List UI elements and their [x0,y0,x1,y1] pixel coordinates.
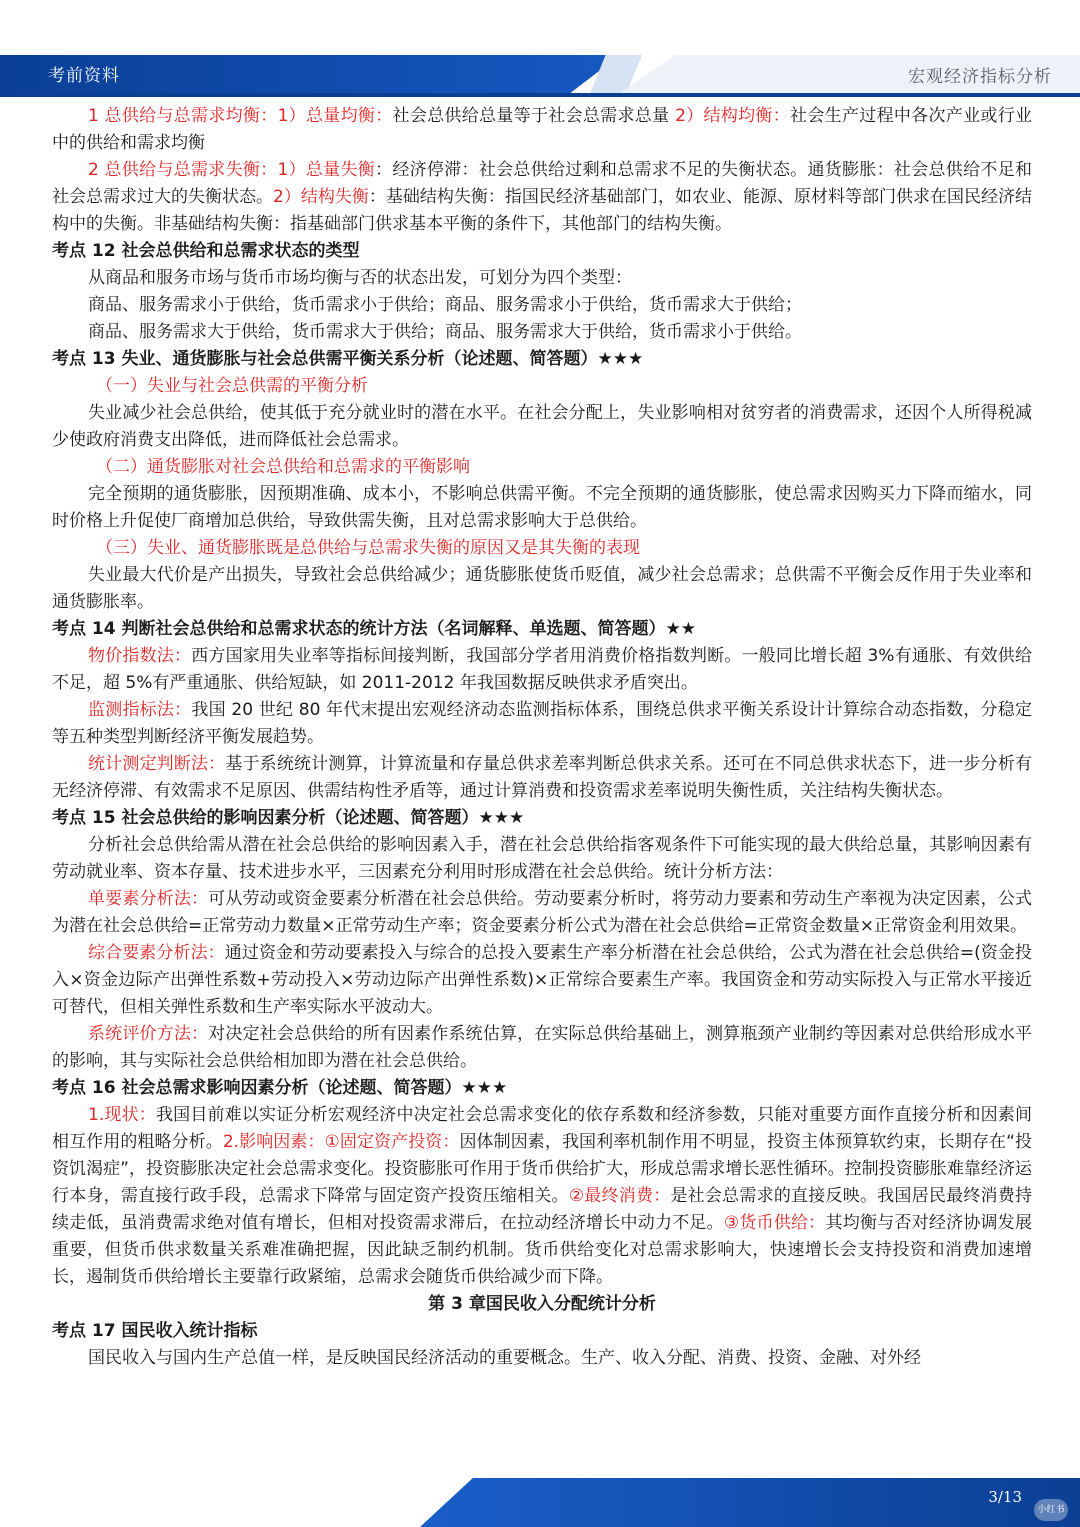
text-run: 是社会总需求的直接反映。我国居民最终消费持续走低，虽消费需求绝对值有增长，但相对投资需求滞后，在拉动经济增长中动力不足。 [52,1186,1033,1233]
highlight-term: ②最终消费： [568,1186,671,1206]
text-run: 通过资金和劳动要素投入与综合的总投入要素生产率分析潜在社会总供给，公式为潜在社会总供给=(资金投入×资金边际产出弹性系数+劳动投入×劳动边际产出弹性系数)×正常综合要素生产率。我国资金和劳动实际投入与正常水平接近可替代，但相关弹性系数和生产率实际水平波动大。 [52,943,1033,1017]
paragraph [52,832,1032,886]
highlight-term: 统计测定判断法： [88,754,226,774]
paragraph [52,265,1032,292]
highlight-term: 2.影响因素：①固定资产投资： [222,1132,460,1152]
paragraph [52,751,1032,805]
highlight-term: 系统评价方法： [88,1024,209,1044]
document-body [52,103,1032,1372]
highlight-term: ③货币供给： [723,1213,826,1233]
text-run: 从商品和服务市场与货币市场均衡与否的状态出发，可划分为四个类型： [88,268,632,288]
page-header [0,0,1080,100]
paragraph [52,319,1032,346]
highlight-term: 1 总供给与总需求均衡：1）总量均衡： [88,106,393,126]
paragraph [52,886,1032,940]
text-run: 对决定社会总供给的所有因素作系统估算，在实际总供给基础上，测算瓶颈产业制约等因素对总供给形成水平的影响，其与实际社会总供给相加即为潜在社会总供给。 [52,1024,1033,1071]
highlight-term: 单要素分析法： [88,889,209,909]
highlight-term: 监测指标法： [88,700,192,720]
text-run: 我国目前难以实证分析宏观经济中决定社会总需求变化的依存系数和经济参数，只能对重要方面作直接分析和因素间相互作用的粗略分析。 [52,1105,1032,1152]
text-run: 因体制因素，我国利率机制作用不明显，投资主体预算软约束，长期存在“投资饥渴症”，投资膨胀决定社会总需求变化。投资膨胀可作用于货币供给扩大，形成总需求增长恶性循环。控制投资膨胀难靠经济运行本身，需直接行政手段，总需求下降常与固定资产投资压缩相关。 [52,1132,1032,1206]
text-run: 可从劳动或资金要素分析潜在社会总供给。劳动要素分析时，将劳动力要素和劳动生产率视为决定因素，公式为潜在社会总供给=正常劳动力数量×正常劳动生产率；资金要素分析公式为潜在社会总供给=正常资金数量×正常资金利用效果。 [52,889,1033,936]
highlight-term: 2）结构均衡： [675,106,791,126]
watermark-badge: 小红书 [1034,1499,1068,1521]
highlight-term: 1.现状： [88,1105,156,1125]
text-run: ：经济停滞：社会总供给过剩和总需求不足的失衡状态。通货膨胀：社会总供给不足和社会总需求过大的失衡状态。 [52,160,1032,207]
subsection-heading: （二）通货膨胀对社会总供给和总需求的平衡影响 [96,457,470,477]
paragraph [52,103,1032,157]
text-run: 西方国家用失业率等指标间接判断，我国部分学者用消费价格指数判断。一般同比增长超 3%有通胀、有效供给不足，超 5%有严重通胀、供给短缺，如 2011-2012 年我国数据反映供求矛盾突出。 [52,646,1033,693]
paragraph [52,643,1032,697]
highlight-term: 2）结构失衡 [273,187,369,207]
text-run: 基于系统统计测算，计算流量和存量总供求差率判断总供求关系。还可在不同总供求状态下，进一步分析有无经济停滞、有效需求不足原因、供需结构性矛盾等，通过计算消费和投资需求差率说明失衡性质，关注结构失衡状态。 [52,754,1033,801]
section-heading: 考点 12 社会总供给和总需求状态的类型 [52,241,360,261]
highlight-term: 物价指数法： [88,646,192,666]
text-run: 社会总供给总量等于社会总需求总量 [392,106,676,126]
section-heading: 考点 15 社会总供给的影响因素分析（论述题、简答题）★★★ [52,808,525,828]
paragraph [52,1102,1032,1291]
subsection-heading: （一）失业与社会总供需的平衡分析 [96,376,368,396]
paragraph [52,292,1032,319]
chapter-title: 第 3 章国民收入分配统计分析 [428,1294,656,1314]
section-heading: 考点 17 国民收入统计指标 [52,1321,258,1341]
paragraph [52,157,1032,238]
text-run: 社会生产过程中各次产业或行业中的供给和需求均衡 [52,106,1032,153]
paragraph [52,1021,1032,1075]
text-run: 失业减少社会总供给，使其低于充分就业时的潜在水平。在社会分配上，失业影响相对贫穷者的消费需求，还因个人所得税减少使政府消费支出降低，进而降低社会总需求。 [52,403,1032,450]
highlight-term: 综合要素分析法： [88,943,225,963]
text-run: 其均衡与否对经济协调发展重要，但货币供求数量关系难准确把握，因此缺乏制约机制。货币供给变化对总需求影响大，快速增长会支持投资和消费加速增长，遏制货币供给增长主要靠行政紧缩，总需求会随货币供给减少而下降。 [52,1213,1033,1287]
header-rule [0,93,1080,97]
paragraph [52,562,1032,616]
page-number: 3/13 [988,1488,1022,1506]
section-heading: 考点 13 失业、通货膨胀与社会总供需平衡关系分析（论述题、简答题）★★★ [52,349,644,369]
section-heading: 考点 14 判断社会总供给和总需求状态的统计方法（名词解释、单选题、简答题）★★ [52,619,696,639]
paragraph [52,400,1032,454]
section-heading: 考点 16 社会总需求影响因素分析（论述题、简答题）★★★ [52,1078,508,1098]
paragraph [52,1345,1032,1372]
text-run: ：基础结构失衡：指国民经济基础部门，如农业、能源、原材料等部门供求在国民经济结构中的失衡。非基础结构失衡：指基础部门供求基本平衡的条件下，其他部门的结构失衡。 [52,187,1033,234]
header-subject: 宏观经济指标分析 [908,67,1052,87]
subsection-heading: （三）失业、通货膨胀既是总供给与总需求失衡的原因又是其失衡的表现 [96,538,640,558]
header-title: 考前资料 [48,66,120,86]
text-run: 我国 20 世纪 80 年代末提出宏观经济动态监测指标体系，围绕总供求平衡关系设计计算综合动态指数，分稳定等五种类型判断经济平衡发展趋势。 [52,700,1033,747]
paragraph [52,940,1032,1021]
text-run: 失业最大代价是产出损失，导致社会总供给减少；通货膨胀使货币贬值，减少社会总需求；总供需不平衡会反作用于失业率和通货膨胀率。 [52,565,1032,612]
text-run: 商品、服务需求小于供给，货币需求小于供给；商品、服务需求小于供给，货币需求大于供给； [88,295,802,315]
footer-banner [420,1478,1080,1527]
paragraph [52,697,1032,751]
text-run: 国民收入与国内生产总值一样，是反映国民经济活动的重要概念。生产、收入分配、消费、投资、金融、对外经 [88,1348,921,1368]
paragraph [52,481,1032,535]
text-run: 完全预期的通货膨胀，因预期准确、成本小，不影响总供需平衡。不完全预期的通货膨胀，使总需求因购买力下降而缩水，同时价格上升促使厂商增加总供给，导致供需失衡，且对总需求影响大于总供给。 [52,484,1032,531]
text-run: 分析社会总供给需从潜在社会总供给的影响因素入手，潜在社会总供给指客观条件下可能实现的最大供给总量，其影响因素有劳动就业率、资本存量、技术进步水平，三因素充分利用时形成潜在社会总供给。统计分析方法： [52,835,1032,882]
text-run: 商品、服务需求大于供给，货币需求大于供给；商品、服务需求大于供给，货币需求小于供给。 [88,322,802,342]
highlight-term: 2 总供给与总需求失衡：1）总量失衡 [88,160,376,180]
